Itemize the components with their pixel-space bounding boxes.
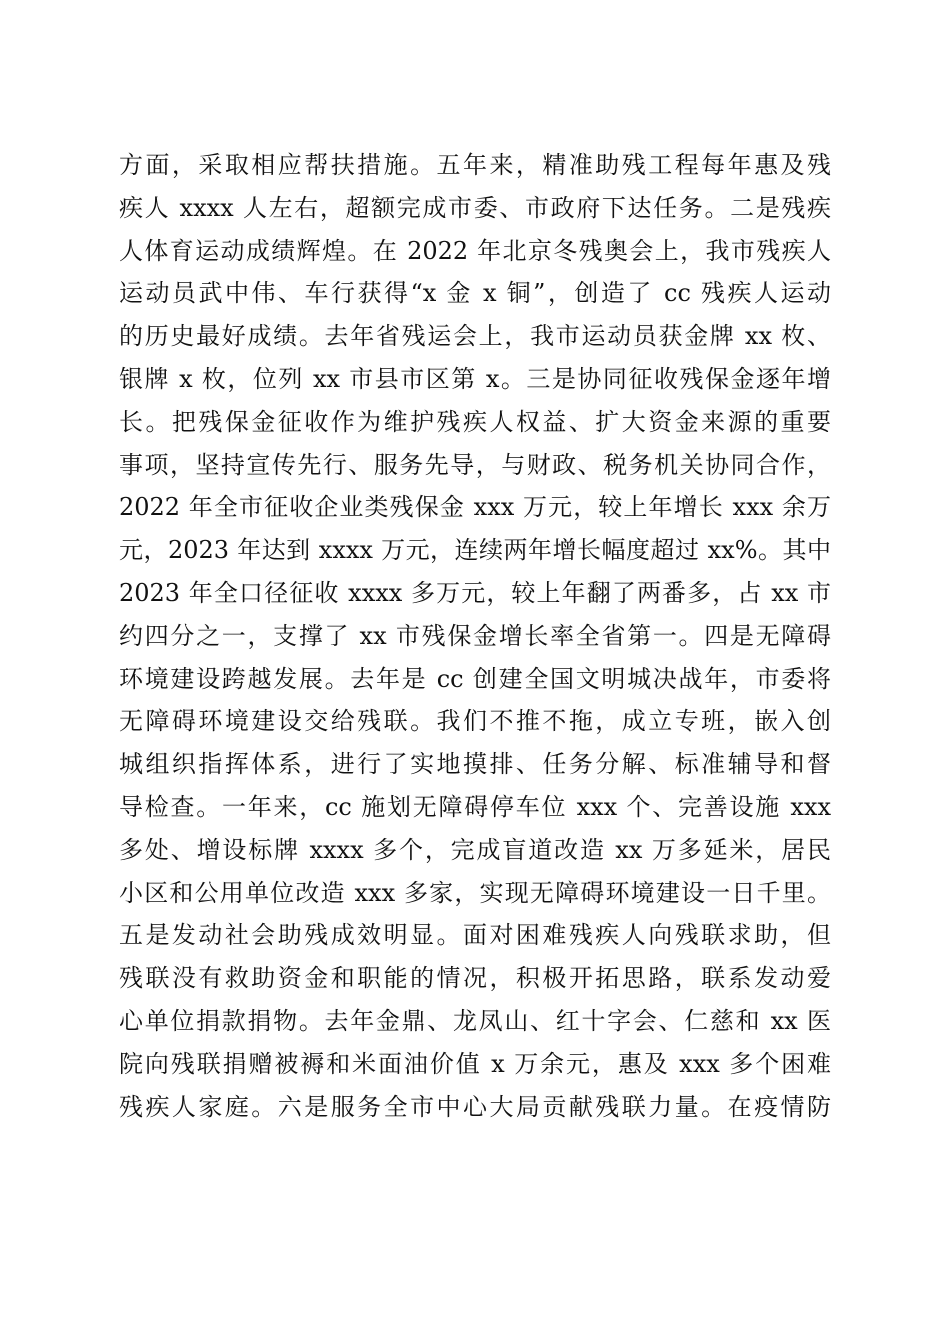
text-line: 元，2023 年达到 xxxx 万元，连续两年增长幅度超过 xx%。其中 xyxy=(119,536,831,565)
text-line: 运动员武中伟、车行获得“x 金 x 铜”，创造了 cc 残疾人运动 xyxy=(119,279,831,308)
text-line: 残疾人家庭。六是服务全市中心大局贡献残联力量。在疫情防 xyxy=(119,1092,831,1121)
text-line: 事项，坚持宣传先行、服务先导，与财政、税务机关协同合作， xyxy=(119,450,831,479)
text-line: 银牌 x 枚，位列 xx 市县市区第 x。三是协同征收残保金逐年增 xyxy=(119,364,831,393)
text-line: 五是发动社会助残成效明显。面对困难残疾人向残联求助，但 xyxy=(119,921,831,950)
text-line: 长。把残保金征收作为维护残疾人权益、扩大资金来源的重要 xyxy=(119,407,831,436)
text-line: 导检查。一年来，cc 施划无障碍停车位 xxx 个、完善设施 xxx xyxy=(119,792,831,821)
text-line: 无障碍环境建设交给残联。我们不推不拖，成立专班，嵌入创 xyxy=(119,707,831,736)
text-line: 人体育运动成绩辉煌。在 2022 年北京冬残奥会上，我市残疾人 xyxy=(119,236,831,265)
text-line: 方面，采取相应帮扶措施。五年来，精准助残工程每年惠及残 xyxy=(119,151,831,179)
text-line: 小区和公用单位改造 xxx 多家，实现无障碍环境建设一日千里。 xyxy=(119,878,831,907)
text-line: 环境建设跨越发展。去年是 cc 创建全国文明城决战年，市委将 xyxy=(119,664,831,693)
text-line: 2023 年全口径征收 xxxx 多万元，较上年翻了两番多，占 xx 市 xyxy=(119,578,831,607)
text-line: 约四分之一，支撑了 xx 市残保金增长率全省第一。四是无障碍 xyxy=(119,621,831,650)
text-line: 残联没有救助资金和职能的情况，积极开拓思路，联系发动爱 xyxy=(119,964,831,993)
body-text xyxy=(119,144,831,1128)
text-line: 的历史最好成绩。去年省残运会上，我市运动员获金牌 xx 枚、 xyxy=(119,322,831,351)
text-line: 2022 年全市征收企业类残保金 xxx 万元，较上年增长 xxx 余万 xyxy=(119,493,831,522)
text-line: 城组织指挥体系，进行了实地摸排、任务分解、标准辅导和督 xyxy=(119,750,831,779)
text-line: 疾人 xxxx 人左右，超额完成市委、市政府下达任务。二是残疾 xyxy=(119,193,831,222)
text-line: 多处、增设标牌 xxxx 多个，完成盲道改造 xx 万多延米，居民 xyxy=(119,835,831,864)
text-line: 院向残联捐赠被褥和米面油价值 x 万余元，惠及 xxx 多个困难 xyxy=(119,1049,831,1078)
text-line: 心单位捐款捐物。去年金鼎、龙凤山、红十字会、仁慈和 xx 医 xyxy=(119,1006,831,1035)
